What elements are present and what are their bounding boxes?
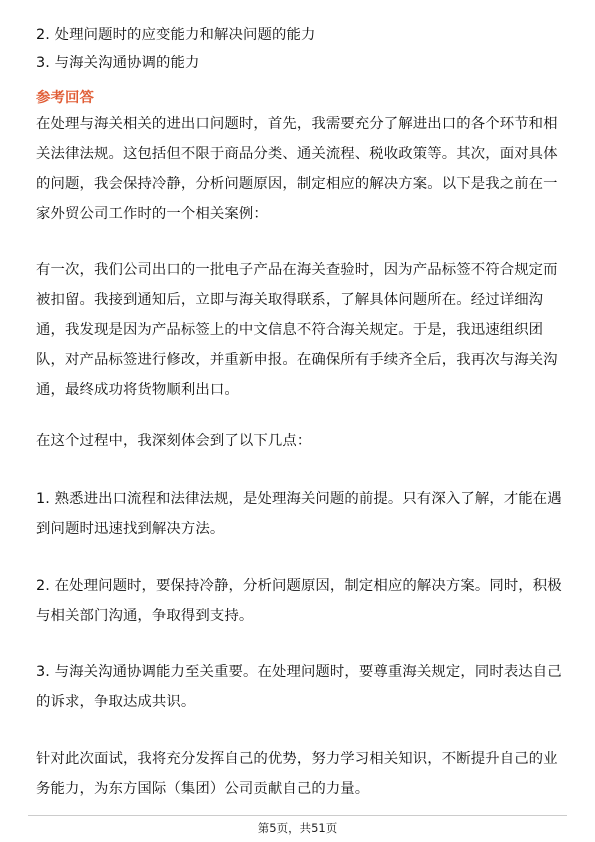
paragraph-line: 针对此次面试，我将充分发挥自己的优势，努力学习相关知识，不断提升自己的业	[36, 751, 558, 767]
paragraph-line: 通，最终成功将货物顺利出口。	[36, 382, 239, 398]
paragraph-line: 务能力，为东方国际（集团）公司贡献自己的力量。	[36, 781, 370, 797]
paragraph-line: 关法律法规。这包括但不限于商品分类、通关流程、税收政策等。其次，面对具体	[36, 146, 558, 162]
paragraph-line: 到问题时迅速找到解决方法。	[36, 521, 225, 537]
paragraph-line: 有一次，我们公司出口的一批电子产品在海关查验时，因为产品标签不符合规定而	[36, 262, 558, 278]
answer-heading: 参考回答	[36, 90, 94, 106]
paragraph-line: 1. 熟悉进出口流程和法律法规，是处理海关问题的前提。只有深入了解，才能在遇	[36, 491, 562, 507]
footer-divider	[28, 815, 567, 816]
paragraph-line: 与相关部门沟通，争取得到支持。	[36, 608, 254, 624]
question-item-2: 2. 处理问题时的应变能力和解决问题的能力	[36, 27, 316, 43]
paragraph-line: 在处理与海关相关的进出口问题时，首先，我需要充分了解进出口的各个环节和相	[36, 116, 558, 132]
paragraph-line: 被扣留。我接到通知后，立即与海关取得联系，了解具体问题所在。经过详细沟	[36, 292, 544, 308]
paragraph-line: 通，我发现是因为产品标签上的中文信息不符合海关规定。于是，我迅速组织团	[36, 322, 544, 338]
page-number: 第5页，共51页	[257, 821, 338, 835]
paragraph-line: 在这个过程中，我深刻体会到了以下几点：	[36, 433, 312, 449]
question-item-3: 3. 与海关沟通协调的能力	[36, 55, 200, 71]
paragraph-line: 的诉求，争取达成共识。	[36, 694, 196, 710]
paragraph-line: 队，对产品标签进行修改，并重新申报。在确保所有手续齐全后，我再次与海关沟	[36, 352, 558, 368]
paragraph-line: 3. 与海关沟通协调能力至关重要。在处理问题时，要尊重海关规定，同时表达自己	[36, 664, 562, 680]
paragraph-line: 2. 在处理问题时，要保持冷静，分析问题原因，制定相应的解决方案。同时，积极	[36, 578, 562, 594]
paragraph-line: 家外贸公司工作时的一个相关案例：	[36, 206, 268, 222]
paragraph-line: 的问题，我会保持冷静，分析问题原因，制定相应的解决方案。以下是我之前在一	[36, 176, 558, 192]
